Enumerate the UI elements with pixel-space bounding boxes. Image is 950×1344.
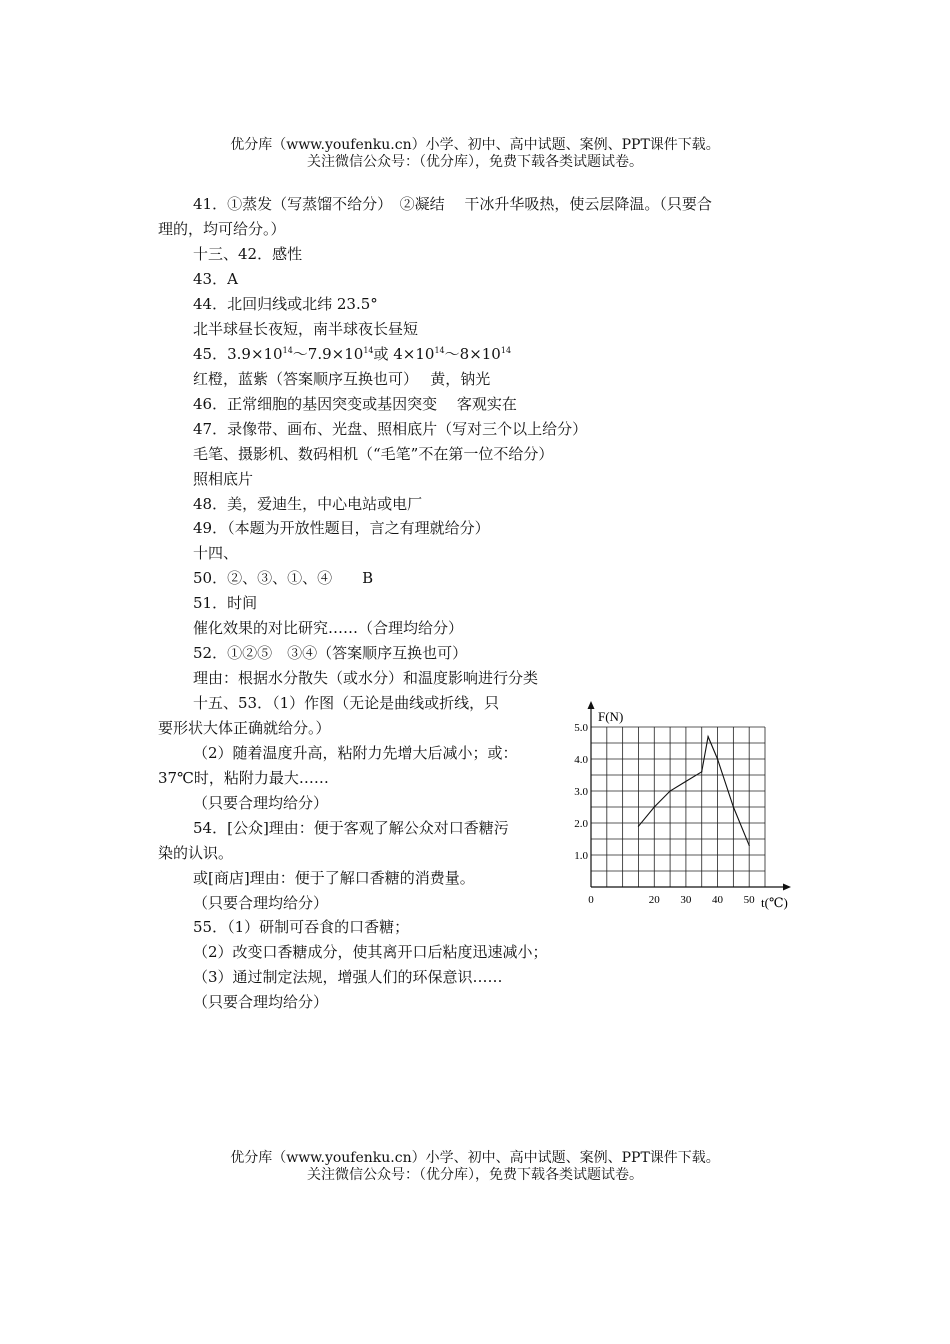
- a45-part: ～7.9×10: [292, 345, 364, 363]
- answer-47-line-1: 47．录像带、画布、光盘、照相底片（写对三个以上给分）: [193, 420, 588, 438]
- chart-ticks: [574, 722, 755, 906]
- a45-part: 或 4×10: [373, 345, 435, 363]
- header-line-2: 关注微信公众号：（优分库），免费下载各类试题试卷。: [307, 154, 643, 170]
- chart-grid: [591, 727, 765, 887]
- data-point: [669, 790, 670, 791]
- answer-55-line-3: （3）通过制定法规，增强人们的环保意识……: [193, 968, 503, 986]
- answer-54-line-3: 或[商店]理由：便于了解口香糖的消费量。: [193, 869, 475, 887]
- x-tick-label: 40: [712, 894, 724, 906]
- answer-41-line-1: 41．①蒸发（写蒸馏不给分） ②凝结 干冰升华吸热，使云层降温。（只要合: [193, 195, 712, 213]
- y-axis-label: F(N): [598, 709, 624, 724]
- y-tick-label: 2.0: [574, 818, 588, 830]
- answer-53-line-3: （2）随着温度升高，粘附力先增大后减小；或：: [193, 744, 518, 762]
- a45-part: 45．3.9×10: [193, 345, 283, 363]
- answer-47-line-2: 毛笔、摄影机、数码相机（“毛笔”不在第一位不给分）: [193, 445, 554, 463]
- answer-53-line-4: 37℃时，粘附力最大……: [158, 769, 329, 787]
- answer-55-line-1: 55．（1）研制可吞食的口香糖；: [193, 918, 410, 936]
- a45-part: ～8×10: [444, 345, 501, 363]
- x-tick-label: 0: [588, 894, 594, 906]
- answer-42: 十三、42．感性: [193, 245, 303, 263]
- data-point: [701, 771, 702, 772]
- answer-47-line-3: 照相底片: [193, 470, 254, 488]
- y-axis-arrow: [588, 701, 595, 709]
- data-point: [707, 736, 708, 737]
- answer-44-line-2: 北半球昼长夜短，南半球夜长昼短: [193, 320, 419, 338]
- a45-exponent: 14: [282, 346, 293, 355]
- y-tick-label: 3.0: [574, 786, 588, 798]
- answer-46: 46．正常细胞的基因突变或基因突变 客观实在: [193, 395, 517, 413]
- answer-41-line-2: 理的，均可给分。）: [158, 220, 286, 238]
- answer-50: 50．②、③、①、④ B: [193, 569, 374, 587]
- page-footer: [0, 1150, 950, 1184]
- adhesion-force-chart: [565, 695, 795, 915]
- header-line-1: 优分库（www.youfenku.cn）小学、初中、高中试题、案例、PPT课件下载。: [230, 137, 720, 153]
- answer-45-line-2: 红橙，蓝紫（答案顺序互换也可） 黄，钠光: [193, 370, 491, 388]
- x-axis-label: t(℃): [761, 895, 788, 910]
- answer-54-line-1: 54．[公众]理由：便于客观了解公众对口香糖污: [193, 819, 509, 837]
- answer-55-line-4: （只要合理均给分）: [193, 993, 329, 1011]
- y-tick-label: 5.0: [574, 722, 588, 734]
- y-tick-label: 1.0: [574, 850, 588, 862]
- answer-45-line-1: [193, 344, 511, 364]
- footer-line-1: 优分库（www.youfenku.cn）小学、初中、高中试题、案例、PPT课件下载。: [230, 1150, 720, 1166]
- answer-54-line-2: 染的认识。: [158, 844, 234, 862]
- a45-exponent: 14: [500, 346, 512, 355]
- answer-43: 43．A: [193, 270, 238, 288]
- data-point: [685, 781, 686, 782]
- answer-52-line-1: 52．①②⑤ ③④（答案顺序互换也可）: [193, 644, 468, 662]
- answer-55-line-2: （2）改变口香糖成分，使其离开口后粘度迅速减小；: [193, 943, 548, 961]
- answer-54-line-4: （只要合理均给分）: [193, 894, 329, 912]
- answer-53-line-1: 十五、53．（1）作图（无论是曲线或折线，只: [193, 694, 500, 712]
- answer-44-line-1: 44．北回归线或北纬 23.5°: [193, 295, 378, 313]
- x-tick-label: 30: [680, 894, 692, 906]
- answer-51-line-1: 51．时间: [193, 594, 258, 612]
- answer-51-line-2: 催化效果的对比研究……（合理均给分）: [193, 619, 464, 637]
- data-point: [749, 845, 750, 846]
- x-axis-arrow: [783, 884, 791, 891]
- section-14: 十四、: [193, 544, 239, 562]
- a45-exponent: 14: [363, 346, 374, 355]
- a45-exponent: 14: [434, 346, 445, 355]
- x-tick-label: 20: [648, 894, 660, 906]
- answer-53-line-5: （只要合理均给分）: [193, 794, 329, 812]
- answer-49: 49．（本题为开放性题目，言之有理就给分）: [193, 519, 490, 537]
- page-header: [0, 137, 950, 171]
- y-tick-label: 4.0: [574, 754, 588, 766]
- data-point: [654, 806, 655, 807]
- x-tick-label: 50: [743, 894, 755, 906]
- data-point: [717, 758, 718, 759]
- data-point: [638, 826, 639, 827]
- chart-axes: [588, 701, 792, 891]
- data-point: [733, 806, 734, 807]
- answer-52-line-2: 理由：根据水分散失（或水分）和温度影响进行分类: [193, 669, 539, 687]
- footer-line-2: 关注微信公众号：（优分库），免费下载各类试题试卷。: [307, 1167, 643, 1183]
- answer-48: 48．美，爱迪生，中心电站或电厂: [193, 495, 423, 513]
- answer-53-line-2: 要形状大体正确就给分。）: [158, 719, 331, 737]
